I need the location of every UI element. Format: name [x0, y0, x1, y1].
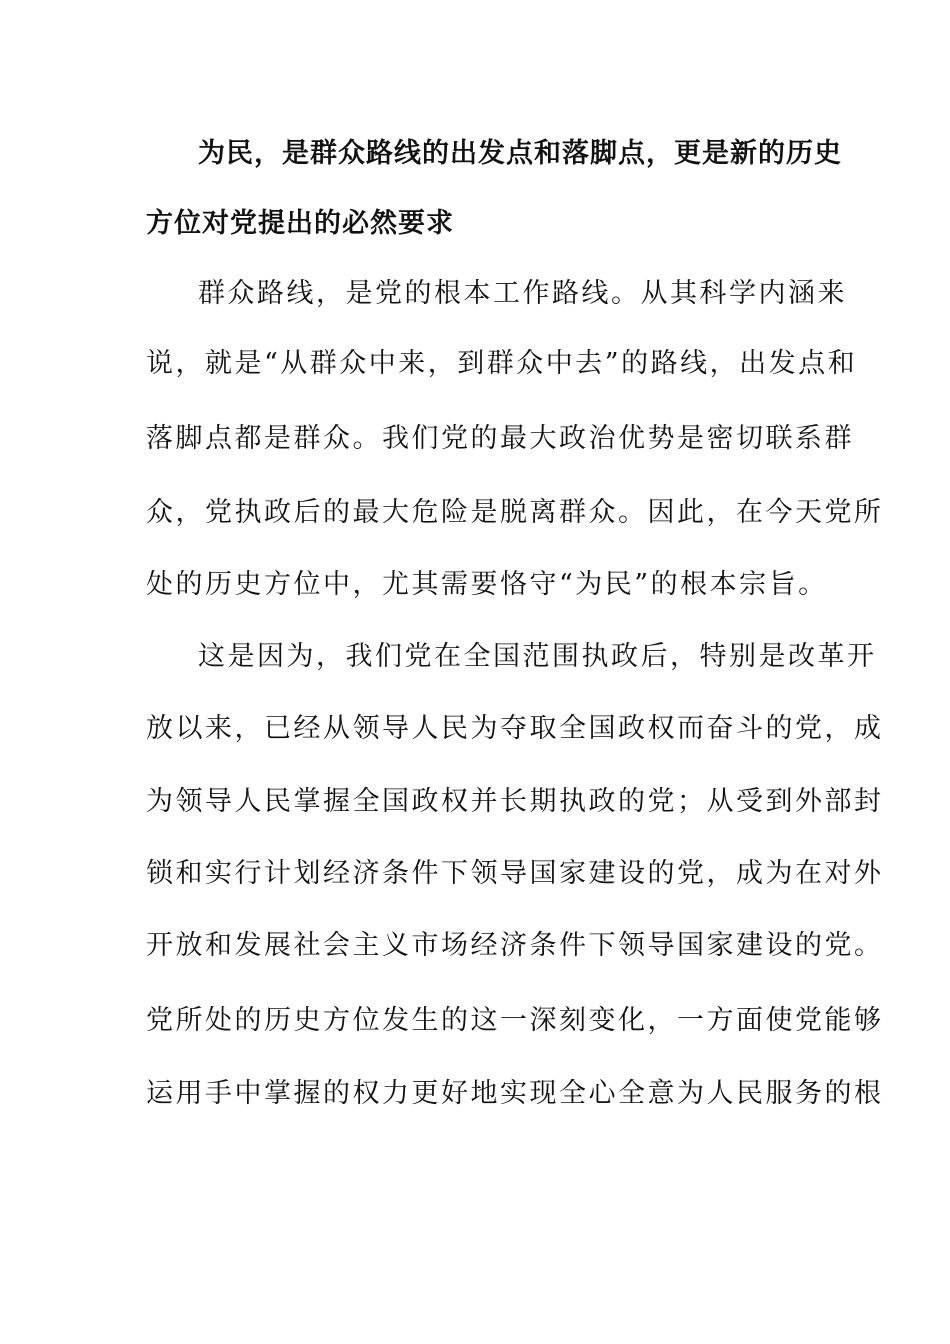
body-line-4: 众，党执政后的最大危险是脱离群众。因此，在今天党所	[146, 497, 884, 528]
heading-line-2: 方位对党提出的必然要求	[146, 208, 454, 239]
heading-line-1: 为民，是群众路线的出发点和落脚点，更是新的历史	[198, 138, 842, 169]
body-line-11: 党所处的历史方位发生的这一深刻变化，一方面使党能够	[146, 1005, 884, 1036]
body-line-9: 锁和实行计划经济条件下领导国家建设的党，成为在对外	[146, 858, 884, 889]
body-line-2: 说，就是“从群众中来，到群众中去”的路线，出发点和	[146, 348, 858, 379]
body-line-5: 处的历史方位中，尤其需要恪守“为民”的根本宗旨。	[146, 569, 828, 600]
body-line-3: 落脚点都是群众。我们党的最大政治优势是密切联系群	[146, 423, 854, 454]
body-line-7: 放以来，已经从领导人民为夺取全国政权而奋斗的党，成	[146, 713, 884, 744]
body-line-6: 这是因为，我们党在全国范围执政后，特别是改革开	[198, 641, 877, 672]
body-line-10: 开放和发展社会主义市场经济条件下领导国家建设的党。	[146, 930, 884, 961]
body-line-8: 为领导人民掌握全国政权并长期执政的党；从受到外部封	[146, 786, 884, 817]
body-line-12: 运用手中掌握的权力更好地实现全心全意为人民服务的根	[146, 1078, 884, 1109]
body-line-1: 群众路线，是党的根本工作路线。从其科学内涵来	[198, 278, 847, 309]
